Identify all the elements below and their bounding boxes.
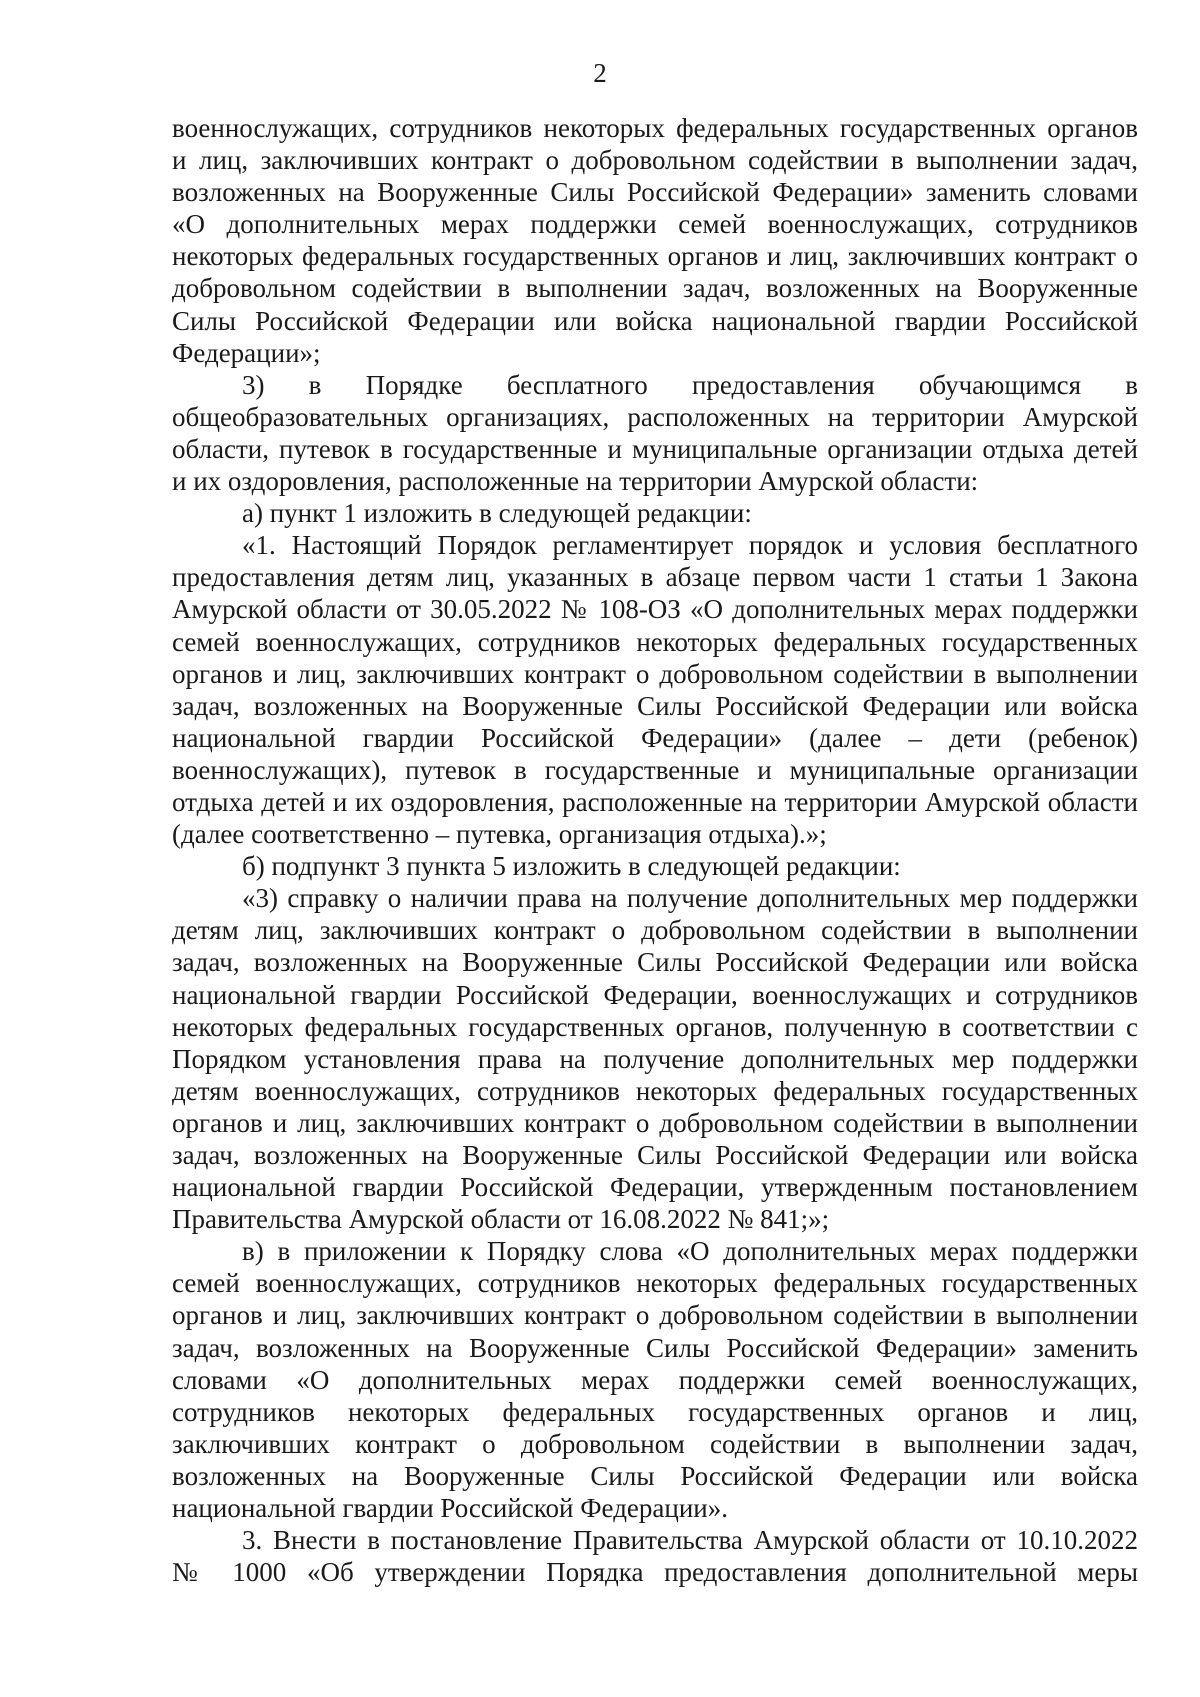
text-line: Амурской области от 30.05.2022 № 108-ОЗ «О дополнительных мерах поддержки bbox=[172, 594, 1138, 625]
text-line: б) подпункт 3 пункта 5 изложить в следующей редакции: bbox=[242, 851, 901, 882]
text-line: задач, возложенных на Вооруженные Силы Российской Федерации или войска bbox=[172, 690, 1138, 721]
page-number: 2 bbox=[593, 58, 607, 88]
text-line: общеобразовательных организациях, расположенных на территории Амурской bbox=[172, 401, 1138, 432]
text-line: возложенных на Вооруженные Силы Российской Федерации или войска bbox=[172, 1460, 1138, 1491]
text-line: органов и лиц, заключивших контракт о добровольном содействии в выполнении bbox=[172, 1300, 1138, 1331]
text-line: Силы Российской Федерации или войска национальной гвардии Российской bbox=[172, 305, 1138, 336]
text-line: «1. Настоящий Порядок регламентирует порядок и условия бесплатного bbox=[242, 530, 1138, 561]
text-line: «3) справку о наличии права на получение дополнительных мер поддержки bbox=[242, 883, 1138, 914]
text-line: 3. Внести в постановление Правительства Амурской области от 10.10.2022 bbox=[242, 1525, 1138, 1556]
text-line: органов и лиц, заключивших контракт о добровольном содействии в выполнении bbox=[172, 1107, 1138, 1138]
text-line: добровольном содействии в выполнении задач, возложенных на Вооруженные bbox=[172, 273, 1138, 304]
text-line: военнослужащих), путевок в государственные и муниципальные организации bbox=[172, 754, 1138, 785]
text-line: национальной гвардии Российской Федерации». bbox=[172, 1493, 728, 1524]
document-body bbox=[172, 112, 1138, 1588]
text-line: детям военнослужащих, сотрудников некоторых федеральных государственных bbox=[172, 1075, 1138, 1106]
text-line: (далее соответственно – путевка, организация отдыха).»; bbox=[172, 819, 827, 850]
text-line: задач, возложенных на Вооруженные Силы Российской Федерации» заменить bbox=[172, 1332, 1138, 1363]
text-line: заключивших контракт о добровольном содействии в выполнении задач, bbox=[172, 1428, 1138, 1459]
text-line: национальной гвардии Российской Федерации, военнослужащих и сотрудников bbox=[172, 979, 1138, 1010]
text-line: Порядком установления права на получение дополнительных мер поддержки bbox=[172, 1043, 1138, 1074]
text-line: некоторых федеральных государственных органов и лиц, заключивших контракт о bbox=[172, 241, 1138, 272]
text-line: сотрудников некоторых федеральных государственных органов и лиц, bbox=[172, 1396, 1138, 1427]
text-line: задач, возложенных на Вооруженные Силы Российской Федерации или войска bbox=[172, 947, 1138, 978]
text-line: задач, возложенных на Вооруженные Силы Российской Федерации или войска bbox=[172, 1140, 1138, 1170]
text-line: органов и лиц, заключивших контракт о добровольном содействии в выполнении bbox=[172, 658, 1138, 689]
text-line: предоставления детям лиц, указанных в абзаце первом части 1 статьи 1 Закона bbox=[172, 562, 1138, 593]
text-line: и их оздоровления, расположенные на территории Амурской области: bbox=[172, 466, 979, 497]
text-line: отдыха детей и их оздоровления, расположенные на территории Амурской области bbox=[172, 786, 1138, 817]
text-line: в) в приложении к Порядку слова «О дополнительных мерах поддержки bbox=[242, 1236, 1138, 1267]
text-line: Федерации»; bbox=[172, 337, 321, 368]
text-line: некоторых федеральных государственных органов, полученную в соответствии с bbox=[172, 1011, 1138, 1042]
text-line: возложенных на Вооруженные Силы Российской Федерации» заменить словами bbox=[172, 177, 1138, 208]
text-line: Правительства Амурской области от 16.08.2022 № 841;»; bbox=[172, 1204, 830, 1235]
text-line: а) пункт 1 изложить в следующей редакции: bbox=[242, 498, 752, 529]
text-line: семей военнослужащих, сотрудников некоторых федеральных государственных bbox=[172, 626, 1138, 657]
text-line: и лиц, заключивших контракт о добровольном содействии в выполнении задач, bbox=[172, 145, 1138, 176]
text-line: национальной гвардии Российской Федерации, утвержденным постановлением bbox=[172, 1172, 1138, 1203]
text-line: «О дополнительных мерах поддержки семей военнослужащих, сотрудников bbox=[172, 209, 1138, 240]
text-line: военнослужащих, сотрудников некоторых федеральных государственных органов bbox=[172, 113, 1138, 143]
text-line: области, путевок в государственные и муниципальные организации отдыха детей bbox=[172, 433, 1138, 464]
text-line: словами «О дополнительных мерах поддержки семей военнослужащих, bbox=[172, 1364, 1138, 1395]
text-line: детям лиц, заключивших контракт о добровольном содействии в выполнении bbox=[172, 915, 1138, 946]
text-line: 3) в Порядке бесплатного предоставления обучающимся в bbox=[242, 369, 1138, 400]
text-line: № 1000 «Об утверждении Порядка предоставления дополнительной меры bbox=[172, 1557, 1138, 1588]
text-line: семей военнослужащих, сотрудников некоторых федеральных государственных bbox=[172, 1268, 1138, 1299]
text-line: национальной гвардии Российской Федерации» (далее – дети (ребенок) bbox=[172, 722, 1138, 753]
